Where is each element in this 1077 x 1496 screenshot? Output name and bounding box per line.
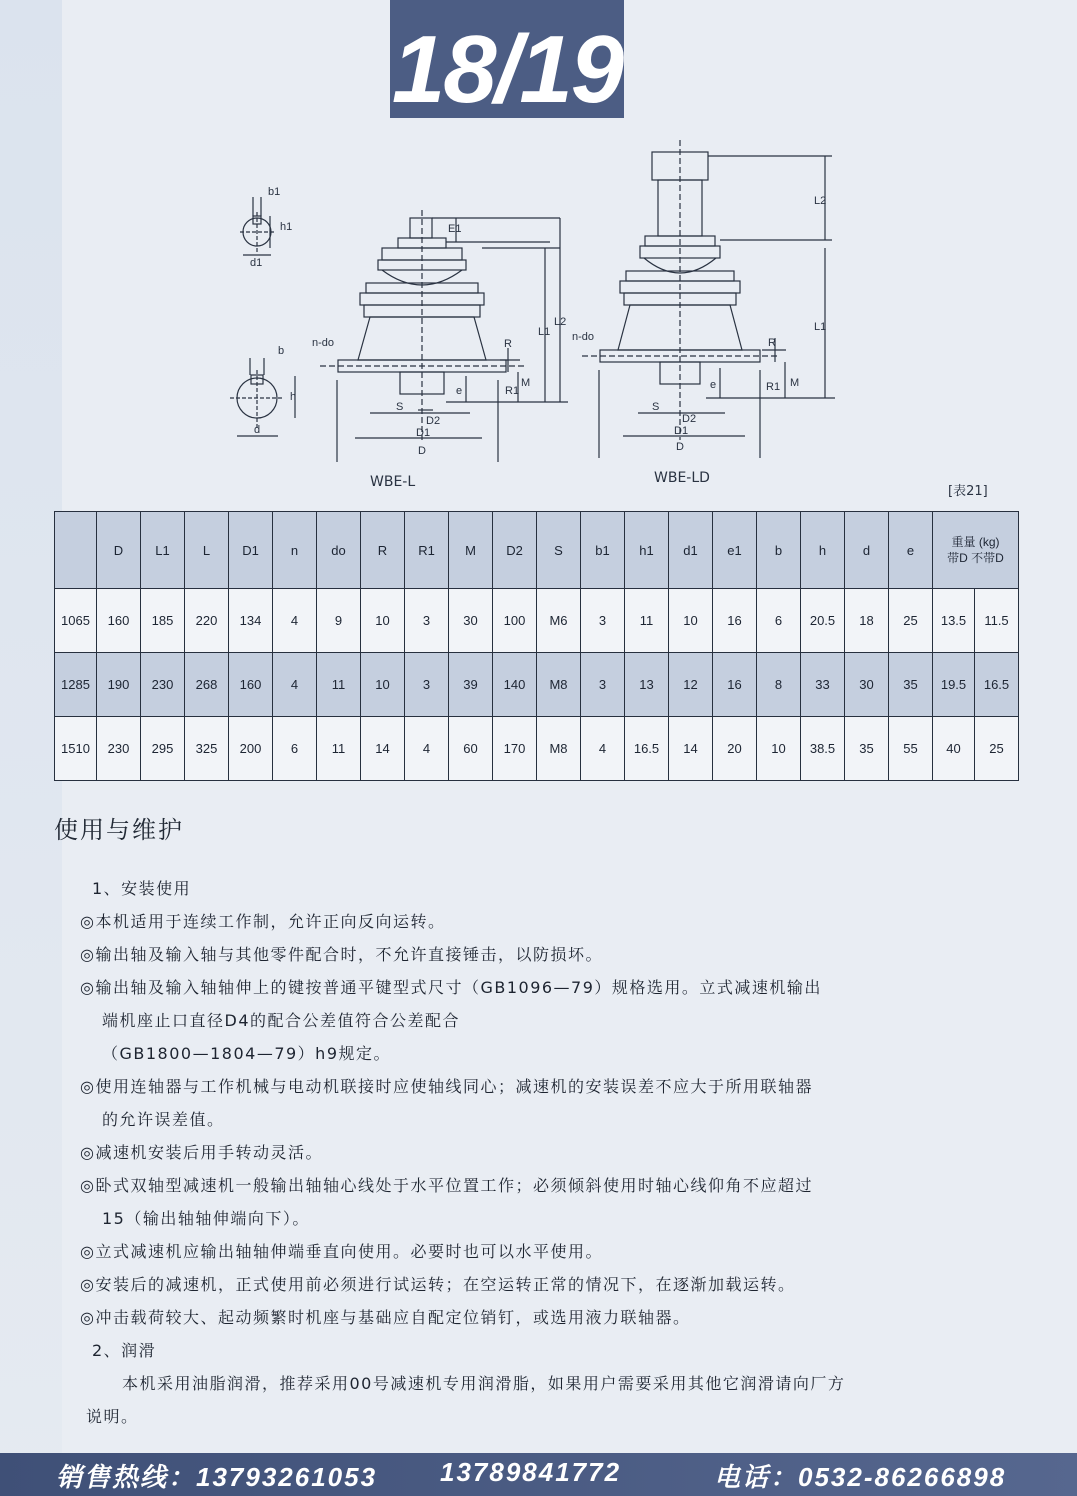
second-mobile: 13789841772 [440,1457,622,1487]
bullet-line: ◎本机适用于连续工作制，允许正向反向运转。 [80,912,446,931]
table-cell: 134 [229,589,273,653]
dim-b1-left: b1 [268,186,281,198]
table-cell: 16 [713,653,757,717]
table-cell: 9 [317,589,361,653]
table-cell: 325 [185,717,229,781]
bullet-line: ◎输出轴及输入轴与其他零件配合时，不允许直接锤击，以防损坏。 [80,945,603,964]
bullet-line: ◎冲击载荷较大、起动频繁时机座与基础应自配定位销钉，或选用液力联轴器。 [80,1308,691,1327]
continuation-line: 15（输出轴轴伸端向下）。 [102,1209,310,1228]
table-cell: 6 [273,717,317,781]
table-cell: 13.5 [933,589,975,653]
table-cell: 16.5 [975,653,1019,717]
table-cell: 268 [185,653,229,717]
continuation-line: 的允许误差值。 [102,1110,225,1129]
dim-h-left: h [290,391,297,403]
dim-e-wbeld: e [710,379,717,391]
dim-m-wbel: M [521,377,531,389]
table-cell: 140 [493,653,537,717]
table-cell: 1065 [55,589,97,653]
page-number: 18/19 [391,16,623,123]
dim-r-wbeld: R [768,337,776,349]
table-cell: 200 [229,717,273,781]
table-reference: [表21] [948,484,988,499]
table-cell: 4 [581,717,625,781]
table-row [55,653,1019,717]
table-cell: 25 [889,589,933,653]
table-cell: 11 [625,589,669,653]
header-cell: L1 [141,512,185,589]
table-cell: 25 [975,717,1019,781]
dim-l1-wbeld: L1 [814,321,827,333]
table-cell: M8 [537,653,581,717]
table-cell: 4 [405,717,449,781]
weight-header-title: 重量 (kg) [951,535,1000,549]
dim-h1-left: h1 [280,221,293,233]
table-cell: 185 [141,589,185,653]
contact-footer [0,1453,1077,1496]
paragraph-continuation: 说明。 [86,1407,139,1426]
table-cell: 13 [625,653,669,717]
dim-r-wbel: R [504,338,512,350]
bullet-line: ◎输出轴及输入轴轴伸上的键按普通平键型式尺寸（GB1096—79）规格选用。立式减速机输出 [80,978,822,997]
dim-ndo-wbeld: n-do [572,331,595,343]
table-cell: 38.5 [801,717,845,781]
dim-r1-wbel: R1 [505,385,520,397]
header-cell [55,512,97,589]
table-cell: 19.5 [933,653,975,717]
table-cell: 16 [713,589,757,653]
table-cell: 55 [889,717,933,781]
dim-l2-wbel: L2 [554,316,567,328]
table-cell: 20.5 [801,589,845,653]
table-cell: 11.5 [975,589,1019,653]
table-cell: 11 [317,653,361,717]
header-cell: L [185,512,229,589]
table-cell: 190 [97,653,141,717]
table-cell: 230 [97,717,141,781]
table-cell: 4 [273,589,317,653]
table-cell: 4 [273,653,317,717]
table-cell: M6 [537,589,581,653]
bullet-line: ◎立式减速机应输出轴轴伸端垂直向使用。必要时也可以水平使用。 [80,1242,603,1261]
table-cell: 30 [449,589,493,653]
wbe-ld-label: WBE-LD [654,470,710,486]
dim-r1-wbeld: R1 [766,381,781,393]
table-cell: 8 [757,653,801,717]
header-cell: S [537,512,581,589]
table-cell: 33 [801,653,845,717]
dim-l1-wbel: L1 [538,326,551,338]
dim-ndo-wbel: n-do [312,337,335,349]
header-cell: b1 [581,512,625,589]
header-cell: D1 [229,512,273,589]
header-cell: D2 [493,512,537,589]
table-cell: 230 [141,653,185,717]
table-cell: 12 [669,653,713,717]
dim-m-wbeld: M [790,377,800,389]
table-cell: 11 [317,717,361,781]
dim-e1: E1 [448,223,462,235]
table-cell: 40 [933,717,975,781]
bullet-line: ◎减速机安装后用手转动灵活。 [80,1143,323,1162]
header-cell: D [97,512,141,589]
left-margin-stripe [0,0,62,1496]
header-cell: h [801,512,845,589]
dim-b-left: b [278,345,285,357]
table-cell: 10 [361,589,405,653]
weight-header-with-d: 带D [947,551,968,565]
header-cell: do [317,512,361,589]
dim-d2-wbel: D2 [426,415,441,427]
wbe-l-dimension-lines [432,218,568,402]
table-cell: 10 [757,717,801,781]
table-cell: 220 [185,589,229,653]
table-cell: 60 [449,717,493,781]
table-cell: 1285 [55,653,97,717]
subsection-heading: 1、安装使用 [92,879,192,898]
sales-hotline: 销售热线：13793261053 [56,1462,378,1492]
wbe-l-label: WBE-L [370,474,416,490]
table-cell: 35 [845,717,889,781]
weight-header-without-d: 不带D [971,551,1004,565]
maintenance-text [80,872,980,1433]
table-cell: 160 [97,589,141,653]
dim-e-wbel: e [456,385,463,397]
table-cell: 170 [493,717,537,781]
weight-header [933,512,1019,589]
dim-l2-wbeld: L2 [814,195,827,207]
dim-d-wbel: D [418,445,426,457]
header-cell: b [757,512,801,589]
header-cell: R1 [405,512,449,589]
continuation-line: 端机座止口直径D4的配合公差值符合公差配合 [102,1011,461,1030]
bullet-line: ◎安装后的减速机，正式使用前必须进行试运转；在空运转正常的情况下，在逐渐加载运转。 [80,1275,796,1294]
header-cell: e [889,512,933,589]
table-cell: 1510 [55,717,97,781]
table-cell: 16.5 [625,717,669,781]
header-cell: e1 [713,512,757,589]
table-cell: 39 [449,653,493,717]
office-phone: 电话：0532-86266898 [714,1462,1007,1492]
table-cell: 10 [361,653,405,717]
table-cell: 35 [889,653,933,717]
spec-table [54,511,1019,781]
table-cell: 30 [845,653,889,717]
table-cell: 295 [141,717,185,781]
table-cell: 3 [581,653,625,717]
paragraph-line: 本机采用油脂润滑，推荐采用00号减速机专用润滑脂，如果用户需要采用其他它润滑请向厂方 [122,1374,846,1393]
table-row [55,717,1019,781]
table-header-row [55,512,1019,589]
header-cell: d1 [669,512,713,589]
table-cell: 20 [713,717,757,781]
header-cell: n [273,512,317,589]
dim-s-wbel: S [396,401,404,413]
subsection-heading: 2、润滑 [92,1341,157,1360]
header-cell: M [449,512,493,589]
table-cell: M8 [537,717,581,781]
table-cell: 3 [581,589,625,653]
dim-d1-wbel: D1 [416,427,431,439]
output-shaft-section [230,358,295,436]
dim-s-wbeld: S [652,401,660,413]
bullet-line: ◎卧式双轴型减速机一般输出轴轴心线处于水平位置工作；必须倾斜使用时轴心线仰角不应超过 [80,1176,813,1195]
dim-d-wbeld: D [676,441,684,453]
table-cell: 160 [229,653,273,717]
dimension-drawing [220,140,860,500]
continuation-line: （GB1800—1804—79）h9规定。 [102,1044,391,1063]
table-cell: 3 [405,589,449,653]
header-cell: h1 [625,512,669,589]
bullet-line: ◎使用连轴器与工作机械与电动机联接时应使轴线同心；减速机的安装误差不应大于所用联轴器 [80,1077,813,1096]
dim-d1-wbeld: D1 [674,425,689,437]
table-cell: 14 [669,717,713,781]
table-cell: 14 [361,717,405,781]
table-row [55,589,1019,653]
reducer-drawing-svg [220,140,860,500]
table-cell: 6 [757,589,801,653]
header-cell: d [845,512,889,589]
table-cell: 18 [845,589,889,653]
table-cell: 3 [405,653,449,717]
dim-d-left: d [254,424,261,436]
dim-d2-wbeld: D2 [682,413,697,425]
wbe-ld-body [582,140,835,458]
input-shaft-section [240,197,274,255]
section-title: 使用与维护 [54,816,184,844]
dim-d1-left: d1 [250,257,263,269]
header-cell: R [361,512,405,589]
table-cell: 100 [493,589,537,653]
table-cell: 10 [669,589,713,653]
